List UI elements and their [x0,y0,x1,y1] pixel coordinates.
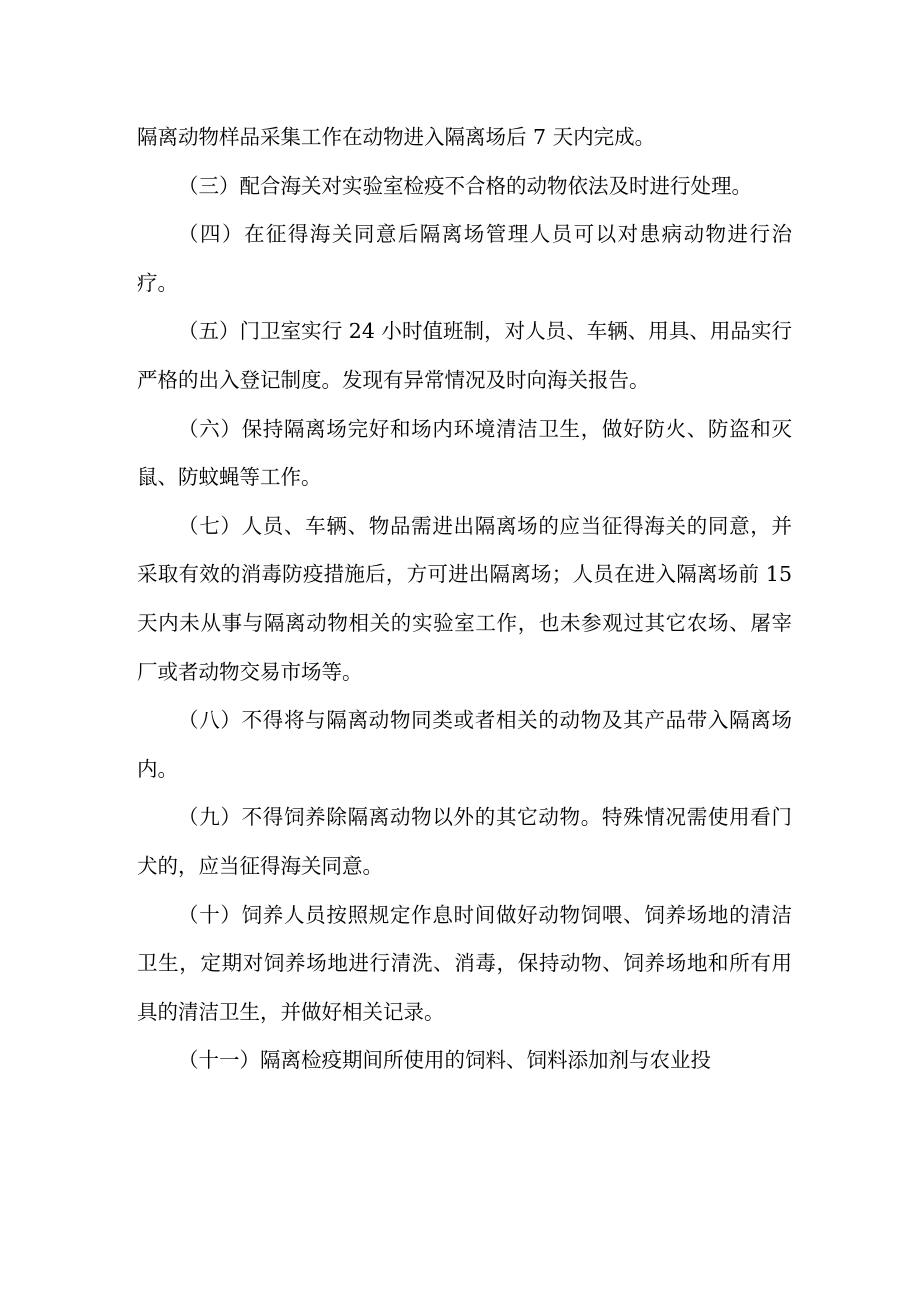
paragraph-item-10: （十）饲养人员按照规定作息时间做好动物饲喂、饲养场地的清洁卫生，定期对饲养场地进行清洗、消毒，保持动物、饲养场地和所有用具的清洁卫生，并做好相关记录。 [137,902,792,1024]
paragraph-item-8: （八）不得将与隔离动物同类或者相关的动物及其产品带入隔离场内。 [137,708,792,781]
paragraph-item-11: （十一）隔离检疫期间所使用的饲料、饲料添加剂与农业投 [178,1048,711,1073]
paragraph-item-5: （五）门卫室实行 24 小时值班制，对人员、车辆、用具、用品实行严格的出入登记制度。发现有异常情况及时向海关报告。 [137,319,792,392]
paragraph-item-4: （四）在征得海关同意后隔离场管理人员可以对患病动物进行治疗。 [137,222,792,295]
paragraph-item-9: （九）不得饲养除隔离动物以外的其它动物。特殊情况需使用看门犬的，应当征得海关同意。 [137,805,792,878]
paragraph-item-7: （七）人员、车辆、物品需进出隔离场的应当征得海关的同意，并采取有效的消毒防疫措施后，方可进出隔离场；人员在进入隔离场前 15 天内未从事与隔离动物相关的实验室工作，也未参观过其它农场、屠宰厂或者动物交易市场等。 [137,513,792,684]
paragraph-item-3: （三）配合海关对实验室检疫不合格的动物依法及时进行处理。 [178,173,752,198]
document-body [137,113,792,1085]
paragraph-item-6: （六）保持隔离场完好和场内环境清洁卫生，做好防火、防盗和灭鼠、防蚊蝇等工作。 [137,416,792,490]
paragraph-sample-collection: 隔离动物样品采集工作在动物进入隔离场后 7 天内完成。 [137,125,656,149]
